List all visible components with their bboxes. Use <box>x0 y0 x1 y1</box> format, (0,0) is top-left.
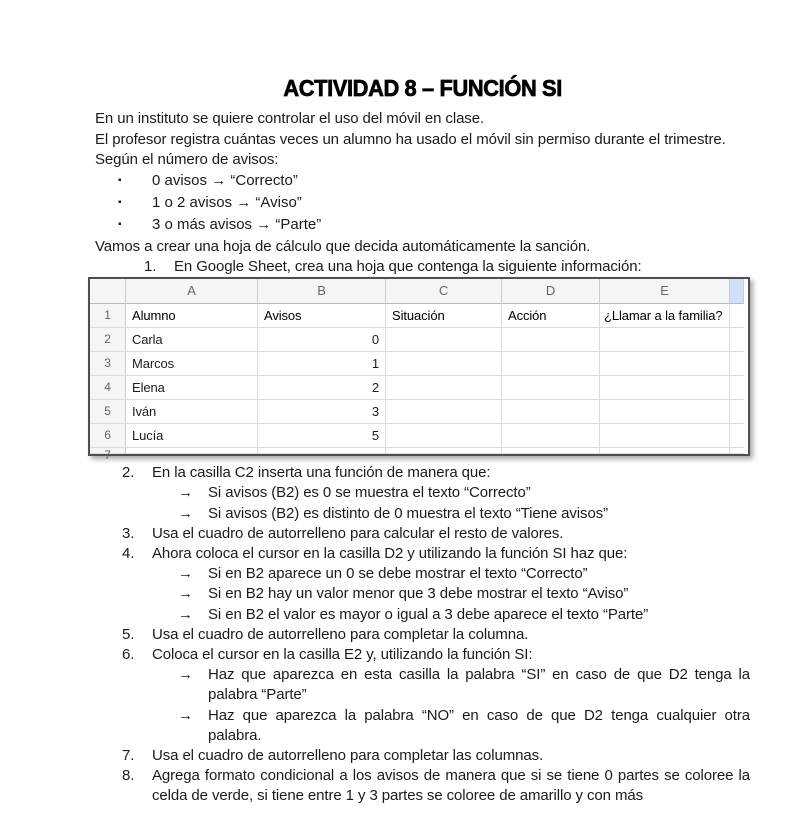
cell-empty <box>730 448 744 454</box>
step-text: Usa el cuadro de autorrelleno para calcular el resto de valores. <box>152 524 564 542</box>
cell-empty <box>600 424 730 448</box>
step-item-2 <box>95 463 750 483</box>
cell-empty <box>730 352 744 376</box>
sheet-row-2 <box>90 328 748 352</box>
step-number: 7. <box>122 747 135 765</box>
cell-a1: Alumno <box>126 304 258 328</box>
step-number: 4. <box>122 545 135 563</box>
arrow-right-icon: → <box>178 585 193 603</box>
cell-a4: Elena <box>126 376 258 400</box>
step-number: 5. <box>122 625 135 643</box>
cell-empty <box>730 424 744 448</box>
cell-c1: Situación <box>386 304 502 328</box>
sub-step <box>178 584 750 604</box>
sub-step-text: Si en B2 hay un valor menor que 3 debe mostrar el texto “Aviso” <box>208 585 629 603</box>
step-item-8 <box>95 766 750 806</box>
cell-a3: Marcos <box>126 352 258 376</box>
select-all-corner <box>90 279 126 304</box>
step-number: 1. <box>144 258 157 275</box>
sub-step <box>178 564 750 584</box>
square-bullet-icon: ▪ <box>118 218 122 230</box>
cell-empty <box>600 376 730 400</box>
cell-a2: Carla <box>126 328 258 352</box>
sub-step-text: Si en B2 aparece un 0 se debe mostrar el texto “Correcto” <box>208 565 588 583</box>
sub-step <box>178 665 750 705</box>
cell-e1: ¿Llamar a la familia? <box>600 304 730 328</box>
row-number: 5 <box>90 400 126 424</box>
instruction-list <box>95 257 750 807</box>
bullet-item <box>118 215 750 236</box>
row-number: 4 <box>90 376 126 400</box>
cell-empty <box>258 448 386 454</box>
step-item-7 <box>95 746 750 766</box>
cell-a5: Iván <box>126 400 258 424</box>
intro-paragraph-3: Según el número de avisos: <box>95 151 279 168</box>
step-text: Usa el cuadro de autorrelleno para completar las columnas. <box>152 747 544 765</box>
step-text: Ahora coloca el cursor en la casilla D2 y utilizando la función SI haz que: <box>152 545 628 563</box>
step-number: 6. <box>122 646 135 664</box>
sheet-row-5 <box>90 400 748 424</box>
column-header-c: C <box>386 279 502 304</box>
intro-paragraph-1: En un instituto se quiere controlar el uso del móvil en clase. <box>95 110 485 127</box>
square-bullet-icon: ▪ <box>118 174 122 186</box>
step-number: 2. <box>122 464 135 482</box>
column-header-d: D <box>502 279 600 304</box>
step-text: Usa el cuadro de autorrelleno para completar la columna. <box>152 625 529 643</box>
cell-empty <box>502 448 600 454</box>
cell-empty <box>386 424 502 448</box>
row-number: 2 <box>90 328 126 352</box>
cell-b2: 0 <box>258 328 386 352</box>
sub-step <box>178 706 750 746</box>
cell-b6: 5 <box>258 424 386 448</box>
sheet-row-4 <box>90 376 748 400</box>
row-number: 1 <box>90 304 126 328</box>
column-header-e: E <box>600 279 730 304</box>
cell-empty <box>502 400 600 424</box>
cell-empty <box>502 376 600 400</box>
square-bullet-icon: ▪ <box>118 196 122 208</box>
sheet-row-3 <box>90 352 748 376</box>
intro-paragraph-4: Vamos a crear una hoja de cálculo que decida automáticamente la sanción. <box>95 237 591 255</box>
bullet-item <box>118 171 750 192</box>
sub-step-text: Haz que aparezca en esta casilla la palabra “SI” en caso de que D2 tenga la palabra “Parte” <box>208 666 750 704</box>
cell-a6: Lucía <box>126 424 258 448</box>
step-item-4 <box>95 544 750 564</box>
sub-step <box>178 605 750 625</box>
step-item-3 <box>95 524 750 544</box>
step-text: Coloca el cursor en la casilla E2 y, utilizando la función SI: <box>152 646 533 664</box>
bullet-text: 3 o más avisos → “Parte” <box>152 215 322 233</box>
step-number: 3. <box>122 524 135 542</box>
arrow-right-icon: → <box>178 504 193 522</box>
column-header-f-selected <box>730 279 744 304</box>
cell-empty <box>386 352 502 376</box>
sub-step-text: Si avisos (B2) es 0 se muestra el texto “Correcto” <box>208 484 531 502</box>
cell-empty <box>600 400 730 424</box>
row-number: 7 <box>90 448 126 454</box>
sheet-row-7-partial <box>90 448 748 463</box>
sub-step-text: Si avisos (B2) es distinto de 0 muestra el texto “Tiene avisos” <box>208 504 608 522</box>
cell-empty <box>730 400 744 424</box>
cell-d1: Acción <box>502 304 600 328</box>
column-header-a: A <box>126 279 258 304</box>
cell-empty <box>386 400 502 424</box>
cell-empty <box>730 376 744 400</box>
sub-step <box>178 504 750 524</box>
cell-b4: 2 <box>258 376 386 400</box>
cell-empty <box>386 328 502 352</box>
cell-empty <box>502 328 600 352</box>
cell-b1: Avisos <box>258 304 386 328</box>
sheet-row-1 <box>90 304 748 328</box>
cell-empty <box>386 448 502 454</box>
row-number: 3 <box>90 352 126 376</box>
step-item-1 <box>95 257 750 277</box>
step-item-6 <box>95 645 750 665</box>
cell-b3: 1 <box>258 352 386 376</box>
bullet-text: 1 o 2 avisos → “Aviso” <box>152 193 302 211</box>
bullet-text: 0 avisos → “Correcto” <box>152 171 298 189</box>
sub-step-text: Si en B2 el valor es mayor o igual a 3 debe aparece el texto “Parte” <box>208 605 649 623</box>
step-text: En la casilla C2 inserta una función de manera que: <box>152 464 491 482</box>
cell-empty <box>600 328 730 352</box>
row-number: 6 <box>90 424 126 448</box>
step-item-5 <box>95 625 750 645</box>
bullet-item <box>118 193 750 214</box>
step-number: 8. <box>122 767 135 785</box>
cell-empty <box>502 424 600 448</box>
arrow-right-icon: → <box>178 565 193 583</box>
sub-step-text: Haz que aparezca la palabra “NO” en caso de que D2 tenga cualquier otra palabra. <box>208 706 750 744</box>
arrow-right-icon: → <box>178 666 193 684</box>
column-header-row <box>90 279 748 304</box>
sub-step <box>178 483 750 503</box>
arrow-right-icon: → <box>178 484 193 502</box>
intro-paragraph-2: El profesor registra cuántas veces un alumno ha usado el móvil sin permiso durante el trimestre. <box>95 130 726 148</box>
cell-empty <box>502 352 600 376</box>
arrow-right-icon: → <box>178 706 193 724</box>
cell-empty <box>386 376 502 400</box>
step-text: En Google Sheet, crea una hoja que contenga la siguiente información: <box>174 258 642 275</box>
page-title <box>95 76 750 100</box>
step-text: Agrega formato condicional a los avisos de manera que si se tiene 0 partes se coloree la celda de verde, si tiene entre 1 y 3 partes se coloree de amarillo y con más <box>152 767 750 805</box>
cell-empty <box>600 352 730 376</box>
cell-empty <box>126 448 258 454</box>
arrow-right-icon: → <box>178 605 193 623</box>
column-header-b: B <box>258 279 386 304</box>
spreadsheet <box>88 277 750 463</box>
cell-b5: 3 <box>258 400 386 424</box>
page-title-text: ACTIVIDAD 8 – FUNCIÓN SI <box>283 75 562 101</box>
cell-empty <box>730 328 744 352</box>
cell-empty <box>600 448 730 454</box>
cell-empty <box>730 304 744 328</box>
sheet-row-6 <box>90 424 748 448</box>
